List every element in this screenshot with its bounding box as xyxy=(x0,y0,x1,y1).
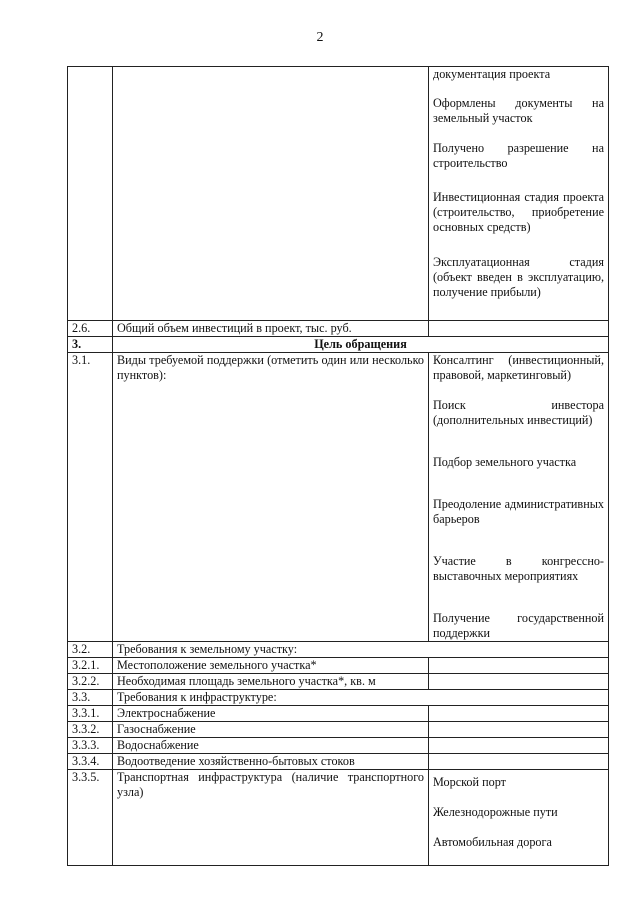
row-number: 3.3.2. xyxy=(68,722,113,738)
option-seaport[interactable]: Морской порт xyxy=(433,775,506,789)
row-number: 3.3.3. xyxy=(68,738,113,754)
table-row-continuation xyxy=(68,67,609,321)
row-number: 3.3.4. xyxy=(68,754,113,770)
table-row-3-1 xyxy=(68,353,609,642)
table-row-3-3-3 xyxy=(68,738,609,754)
table-row-3-3-1 xyxy=(68,706,609,722)
table-row-3 xyxy=(68,337,609,353)
row-number: 3.3.1. xyxy=(68,706,113,722)
row-label: Виды требуемой поддержки (отметить один или несколько пунктов): xyxy=(113,353,429,642)
table-row-3-3 xyxy=(68,690,609,706)
row-label: Водоотведение хозяйственно-бытовых стоков xyxy=(113,754,429,770)
total-investment-input[interactable] xyxy=(429,321,609,337)
option-exhibitions[interactable]: Участие в конгрессно-выставочных мероприятиях xyxy=(433,554,604,583)
option-investment-stage[interactable]: Инвестиционная стадия проекта (строительство, приобретение основных средств) xyxy=(433,190,604,234)
row-number: 3.1. xyxy=(68,353,113,642)
option-consulting[interactable]: Консалтинг (инвестиционный, правовой, маркетинговый) xyxy=(433,353,604,382)
option-railway[interactable]: Железнодорожные пути xyxy=(433,805,558,819)
table-row-3-2-2 xyxy=(68,674,609,690)
table-row-3-3-4 xyxy=(68,754,609,770)
table-row-3-3-2 xyxy=(68,722,609,738)
water-input[interactable] xyxy=(429,738,609,754)
land-area-input[interactable] xyxy=(429,674,609,690)
gas-input[interactable] xyxy=(429,722,609,738)
electricity-input[interactable] xyxy=(429,706,609,722)
number-cell xyxy=(68,67,113,321)
label-cell xyxy=(113,67,429,321)
row-label: Водоснабжение xyxy=(113,738,429,754)
table-row-3-2 xyxy=(68,642,609,658)
options-cell xyxy=(429,67,609,321)
row-label: Необходимая площадь земельного участка*, кв. м xyxy=(113,674,429,690)
row-label: Требования к земельному участку: xyxy=(113,642,609,658)
page-number: 2 xyxy=(316,30,324,45)
row-number: 3.3. xyxy=(68,690,113,706)
land-location-input[interactable] xyxy=(429,658,609,674)
transport-options-cell xyxy=(429,770,609,866)
row-label: Транспортная инфраструктура (наличие транспортного узла) xyxy=(113,770,429,866)
option-land-docs[interactable]: Оформлены документы на земельный участок xyxy=(433,96,604,125)
row-label: Газоснабжение xyxy=(113,722,429,738)
row-number: 2.6. xyxy=(68,321,113,337)
sewage-input[interactable] xyxy=(429,754,609,770)
row-number: 3.2. xyxy=(68,642,113,658)
row-label: Общий объем инвестиций в проект, тыс. руб. xyxy=(113,321,429,337)
option-project-docs[interactable]: документация проекта xyxy=(433,67,551,81)
option-investor-search[interactable]: Поиск инвестора (дополнительных инвестиций) xyxy=(433,398,604,427)
table-row-2-6 xyxy=(68,321,609,337)
option-permit[interactable]: Получено разрешение на строительство xyxy=(433,141,604,170)
row-number: 3.2.2. xyxy=(68,674,113,690)
option-road[interactable]: Автомобильная дорога xyxy=(433,835,552,849)
application-form-table xyxy=(67,66,609,866)
option-operation-stage[interactable]: Эксплуатационная стадия (объект введен в эксплуатацию, получение прибыли) xyxy=(433,255,604,299)
table-row-3-2-1 xyxy=(68,658,609,674)
table-row-3-3-5 xyxy=(68,770,609,866)
row-label: Требования к инфраструктуре: xyxy=(113,690,609,706)
option-barriers[interactable]: Преодоление административных барьеров xyxy=(433,497,604,526)
section-title: Цель обращения xyxy=(113,337,609,353)
support-options-cell xyxy=(429,353,609,642)
option-state-support[interactable]: Получение государственной поддержки xyxy=(433,611,604,640)
section-number: 3. xyxy=(68,337,113,353)
row-number: 3.3.5. xyxy=(68,770,113,866)
row-number: 3.2.1. xyxy=(68,658,113,674)
row-label: Местоположение земельного участка* xyxy=(113,658,429,674)
option-land-selection[interactable]: Подбор земельного участка xyxy=(433,455,577,469)
row-label: Электроснабжение xyxy=(113,706,429,722)
